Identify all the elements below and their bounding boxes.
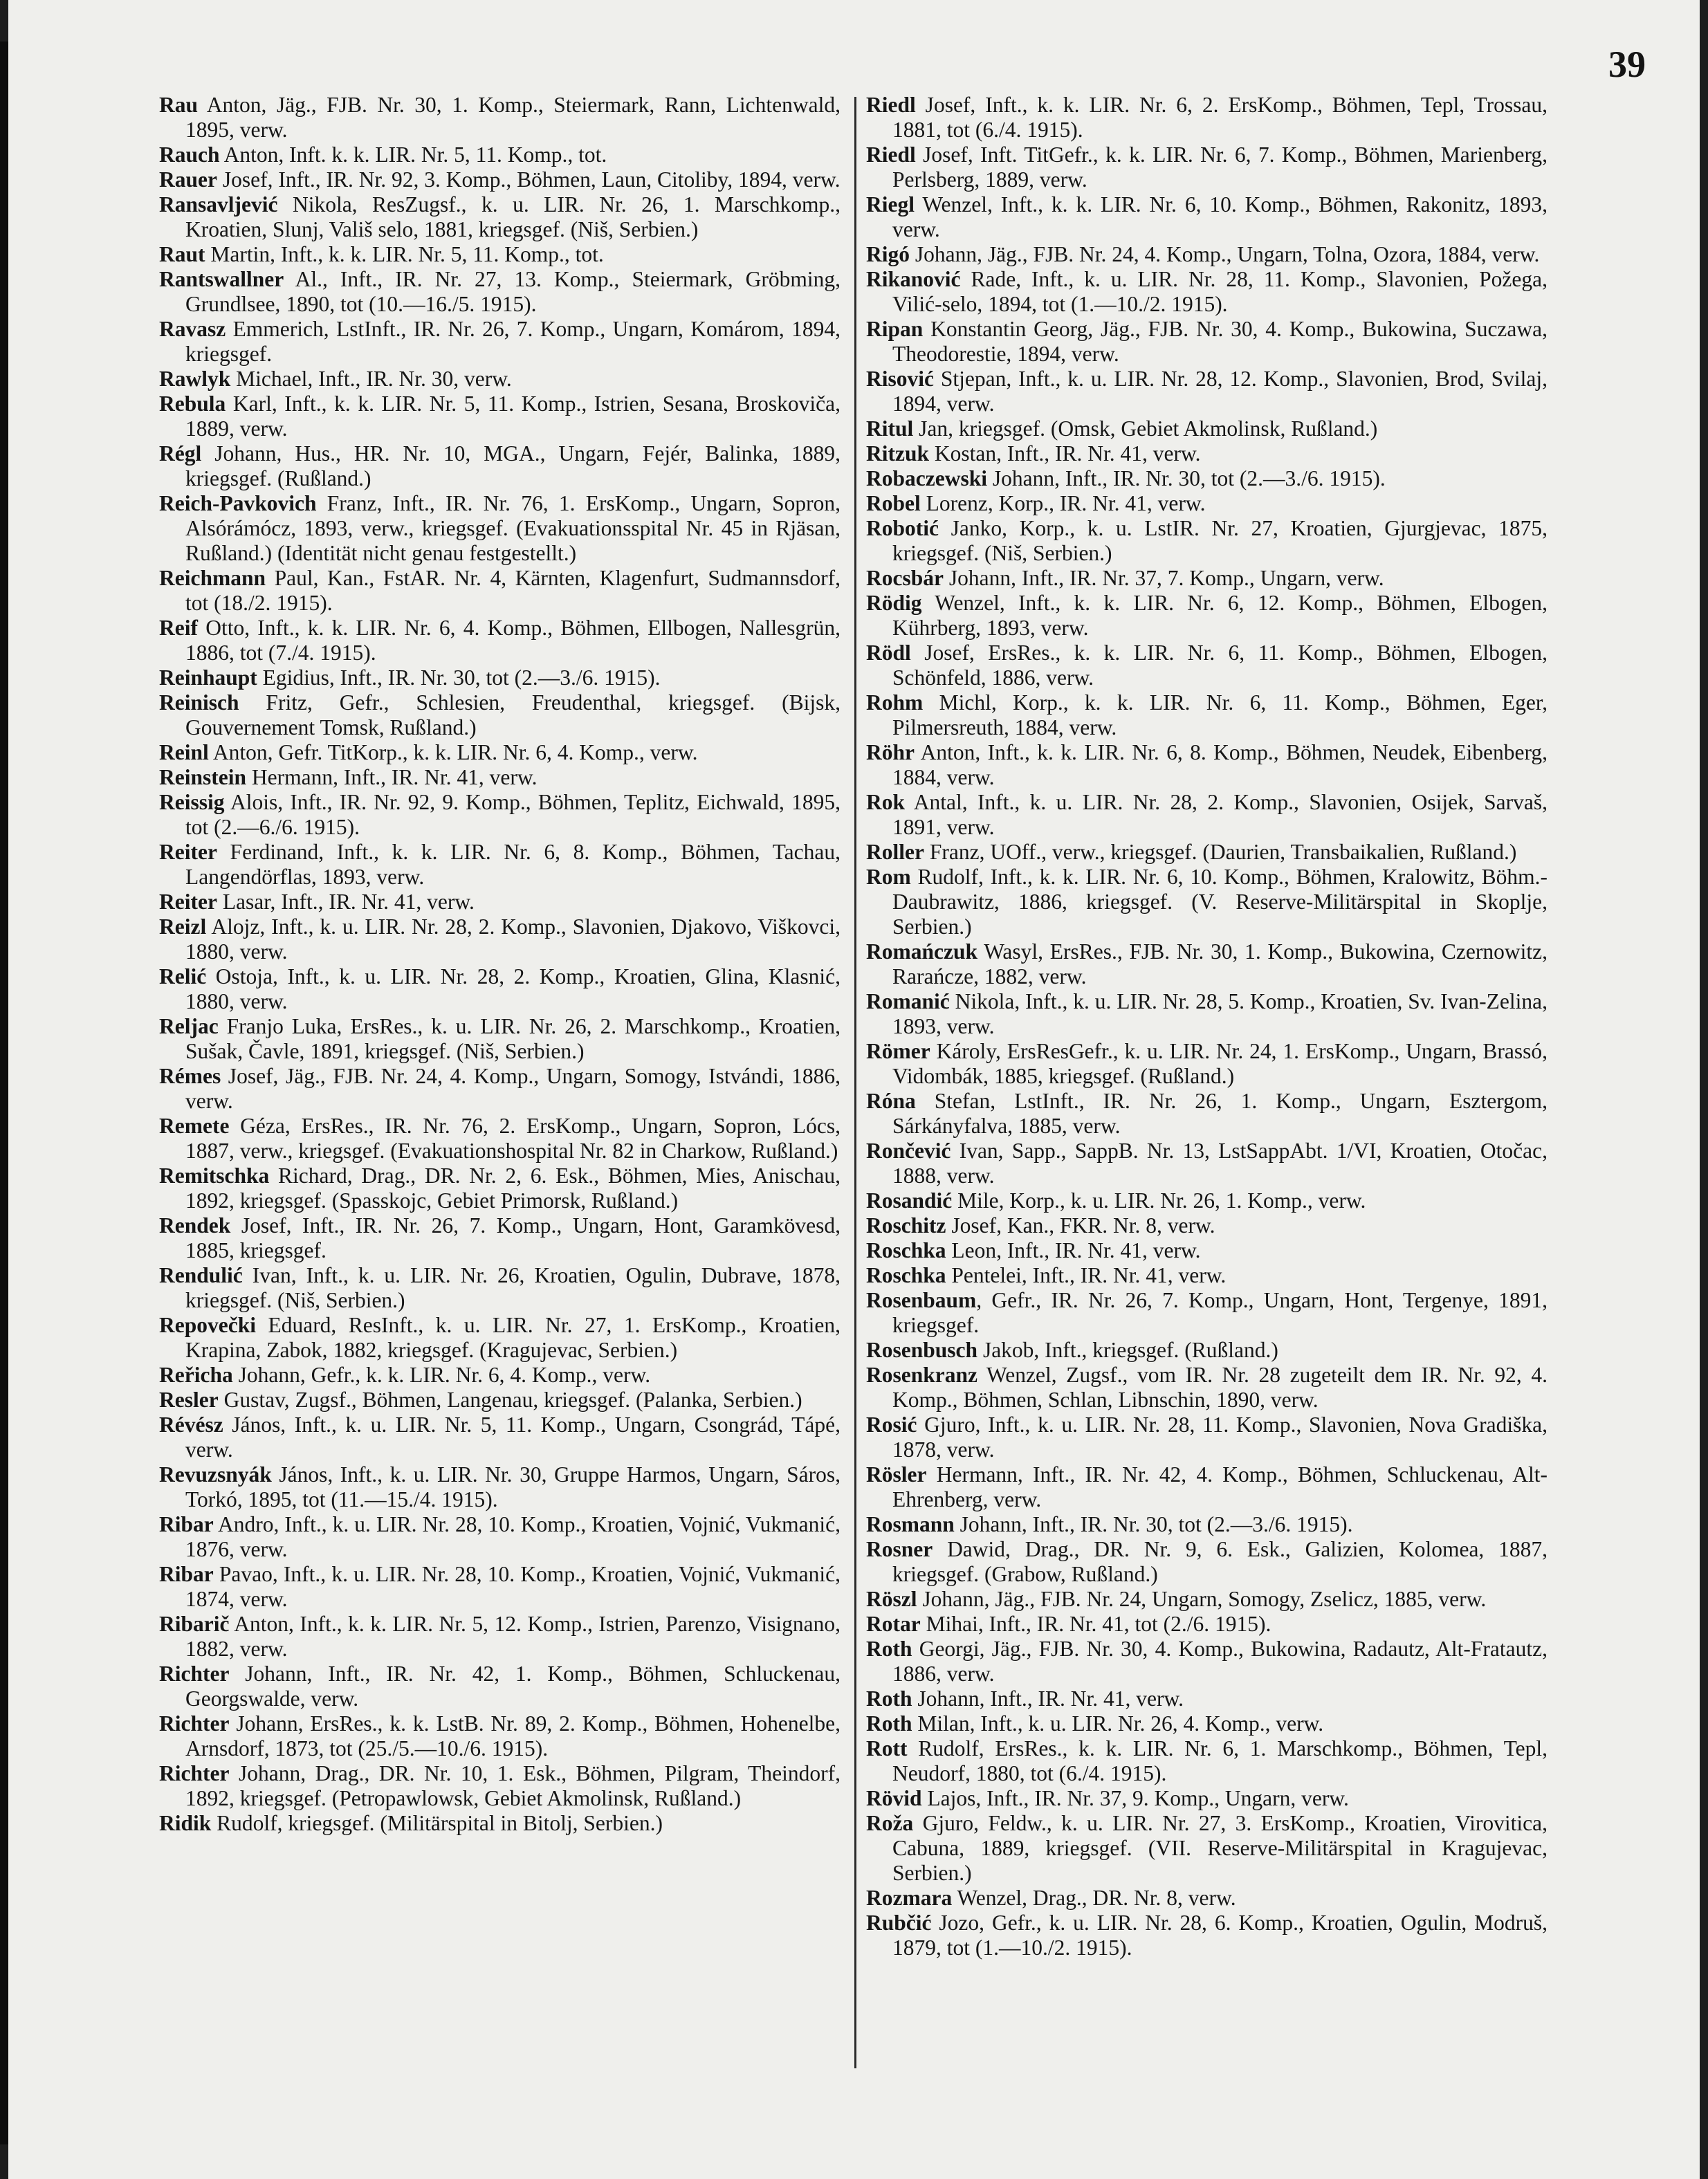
entry-surname: Rebula bbox=[159, 392, 226, 416]
list-item bbox=[866, 142, 1548, 192]
document-page bbox=[8, 0, 1700, 2179]
entry-details: Anton, Inft., k. k. LIR. Nr. 6, 8. Komp., Böhmen, Neudek, Eibenberg, 1884, verw. bbox=[892, 740, 1548, 789]
list-item bbox=[866, 192, 1548, 242]
entry-surname: Richter bbox=[159, 1761, 230, 1785]
list-item bbox=[159, 1388, 841, 1413]
entry-details: Al., Inft., IR. Nr. 27, 13. Komp., Steiermark, Gröbming, Grundlsee, 1890, tot (10.—16./5. 1915). bbox=[185, 267, 841, 316]
entry-details: Milan, Inft., k. u. LIR. Nr. 26, 4. Komp., verw. bbox=[912, 1711, 1324, 1736]
list-item bbox=[866, 1911, 1548, 1960]
entry-surname: Ritul bbox=[866, 416, 914, 441]
column-divider bbox=[854, 97, 856, 2068]
list-item bbox=[866, 1512, 1548, 1537]
entry-surname: Repovečki bbox=[159, 1313, 256, 1337]
list-item bbox=[159, 491, 841, 566]
entry-details: Josef, ErsRes., k. k. LIR. Nr. 6, 11. Komp., Böhmen, Elbogen, Schönfeld, 1886, verw. bbox=[892, 641, 1548, 690]
list-item bbox=[866, 1686, 1548, 1711]
list-item bbox=[159, 1263, 841, 1313]
list-item bbox=[159, 1064, 841, 1114]
list-item bbox=[866, 1039, 1548, 1089]
entry-details: Franjo Luka, ErsRes., k. u. LIR. Nr. 26, 2. Marschkomp., Kroatien, Sušak, Čavle, 1891, kriegsgef. (Niš, Serbien.) bbox=[185, 1014, 841, 1063]
list-item bbox=[866, 1537, 1548, 1587]
entry-surname: Ravasz bbox=[159, 317, 226, 341]
list-item bbox=[866, 367, 1548, 416]
list-item bbox=[159, 1313, 841, 1363]
list-item bbox=[866, 1886, 1548, 1911]
entry-surname: Relić bbox=[159, 964, 207, 989]
entry-details: Franz, UOff., verw., kriegsgef. (Daurien, Transbaikalien, Rußland.) bbox=[924, 840, 1517, 864]
list-item bbox=[866, 1238, 1548, 1263]
entry-surname: Reif bbox=[159, 616, 198, 640]
list-item bbox=[159, 1562, 841, 1612]
list-item bbox=[159, 1811, 841, 1836]
list-item bbox=[159, 1512, 841, 1562]
entry-details: Richard, Drag., DR. Nr. 2, 6. Esk., Böhmen, Mies, Anischau, 1892, kriegsgef. (Spasskojc, Gebiet Primorsk, Rußland.) bbox=[185, 1164, 841, 1213]
entry-details: Wasyl, ErsRes., FJB. Nr. 30, 1. Komp., Bukowina, Czernowitz, Rarańcze, 1882, verw. bbox=[892, 939, 1548, 989]
list-item bbox=[159, 242, 841, 267]
entry-details: Stefan, LstInft., IR. Nr. 26, 1. Komp., Ungarn, Esztergom, Sárkányfalva, 1885, verw. bbox=[892, 1089, 1548, 1138]
entry-details: Georgi, Jäg., FJB. Nr. 30, 4. Komp., Bukowina, Radautz, Alt-Fratautz, 1886, verw. bbox=[892, 1637, 1548, 1686]
list-item bbox=[159, 142, 841, 167]
entry-details: Janko, Korp., k. u. LstIR. Nr. 27, Kroatien, Gjurgjevac, 1875, kriegsgef. (Niš, Serbien.) bbox=[892, 516, 1548, 565]
entry-details: Konstantin Georg, Jäg., FJB. Nr. 30, 4. Komp., Bukowina, Suczawa, Theodorestie, 1894, verw. bbox=[892, 317, 1548, 366]
entry-surname: Rohm bbox=[866, 690, 924, 715]
entry-details: Johann, Inft., IR. Nr. 41, verw. bbox=[912, 1686, 1184, 1711]
list-item bbox=[159, 392, 841, 441]
entry-details: Lasar, Inft., IR. Nr. 41, verw. bbox=[217, 890, 475, 914]
list-item bbox=[159, 1164, 841, 1213]
list-item bbox=[866, 1612, 1548, 1637]
entry-surname: Rémes bbox=[159, 1064, 221, 1088]
entry-details: Josef, Jäg., FJB. Nr. 24, 4. Komp., Ungarn, Somogy, Istvándi, 1886, verw. bbox=[185, 1064, 841, 1113]
entry-details: Alois, Inft., IR. Nr. 92, 9. Komp., Böhmen, Teplitz, Eichwald, 1895, tot (2.—6./6. 1915). bbox=[185, 790, 841, 839]
entry-surname: Romańczuk bbox=[866, 939, 978, 964]
entry-surname: Rosandić bbox=[866, 1188, 953, 1213]
entry-details: Johann, Inft., IR. Nr. 42, 1. Komp., Böhmen, Schluckenau, Georgswalde, verw. bbox=[185, 1662, 841, 1711]
entry-details: Johann, Jäg., FJB. Nr. 24, Ungarn, Somogy, Zselicz, 1885, verw. bbox=[917, 1587, 1487, 1611]
entry-details: Mile, Korp., k. u. LIR. Nr. 26, 1. Komp., verw. bbox=[952, 1188, 1366, 1213]
entry-details: Hermann, Inft., IR. Nr. 41, verw. bbox=[246, 765, 538, 789]
entry-details: Josef, Inft., IR. Nr. 26, 7. Komp., Ungarn, Hont, Garamkövesd, 1885, kriegsgef. bbox=[185, 1213, 841, 1262]
list-item bbox=[866, 1462, 1548, 1512]
entry-surname: Rozmara bbox=[866, 1886, 953, 1910]
list-item bbox=[866, 93, 1548, 142]
entry-surname: Risović bbox=[866, 367, 934, 391]
entry-surname: Romanić bbox=[866, 989, 950, 1013]
list-item bbox=[159, 1462, 841, 1512]
list-item bbox=[866, 591, 1548, 641]
entry-surname: Ransavljević bbox=[159, 192, 278, 217]
list-item bbox=[866, 242, 1548, 267]
entry-details: Nikola, Inft., k. u. LIR. Nr. 28, 5. Komp., Kroatien, Sv. Ivan-Zelina, 1893, verw. bbox=[892, 989, 1548, 1038]
entry-surname: Rawlyk bbox=[159, 367, 231, 391]
entry-surname: Ridik bbox=[159, 1811, 212, 1835]
entry-details: Ivan, Inft., k. u. LIR. Nr. 26, Kroatien, Ogulin, Dubrave, 1878, kriegsgef. (Niš, Serbien.) bbox=[185, 1263, 841, 1312]
entry-details: Hermann, Inft., IR. Nr. 42, 4. Komp., Böhmen, Schluckenau, Alt-Ehrenberg, verw. bbox=[892, 1462, 1548, 1511]
list-item bbox=[159, 267, 841, 317]
list-item bbox=[866, 516, 1548, 566]
list-item bbox=[866, 790, 1548, 840]
entry-surname: Reissig bbox=[159, 790, 225, 814]
entry-details: Lorenz, Korp., IR. Nr. 41, verw. bbox=[920, 491, 1206, 515]
entry-surname: Rikanović bbox=[866, 267, 961, 291]
entry-surname: Reichmann bbox=[159, 566, 266, 590]
entry-surname: Reljac bbox=[159, 1014, 219, 1038]
entry-surname: Robaczewski bbox=[866, 466, 987, 490]
list-item bbox=[159, 1761, 841, 1811]
list-item bbox=[866, 1338, 1548, 1363]
entry-surname: Roth bbox=[866, 1686, 912, 1711]
entry-surname: Rau bbox=[159, 93, 199, 117]
page-number: 39 bbox=[1608, 44, 1646, 85]
list-item bbox=[159, 790, 841, 840]
list-item bbox=[866, 1263, 1548, 1288]
entry-surname: Reinl bbox=[159, 740, 209, 764]
entry-surname: Rotar bbox=[866, 1612, 921, 1636]
list-item bbox=[866, 1637, 1548, 1686]
entry-surname: Rosenkranz bbox=[866, 1363, 978, 1387]
list-item bbox=[866, 1811, 1548, 1886]
entry-surname: Ritzuk bbox=[866, 441, 930, 466]
entry-details: Johann, Gefr., k. k. LIR. Nr. 6, 4. Komp., verw. bbox=[232, 1363, 651, 1387]
list-item bbox=[159, 93, 841, 142]
entry-surname: Richter bbox=[159, 1711, 230, 1736]
entry-surname: Rosenbusch bbox=[866, 1338, 978, 1362]
list-item bbox=[159, 914, 841, 964]
list-item bbox=[159, 840, 841, 890]
entry-details: Wenzel, Inft., k. k. LIR. Nr. 6, 10. Komp., Böhmen, Rakonitz, 1893, verw. bbox=[892, 192, 1548, 241]
entry-surname: Reinstein bbox=[159, 765, 246, 789]
list-item bbox=[159, 1213, 841, 1263]
list-item bbox=[866, 466, 1548, 491]
entry-surname: Rosić bbox=[866, 1413, 917, 1437]
entry-surname: Roschitz bbox=[866, 1213, 946, 1238]
entry-surname: Rosner bbox=[866, 1537, 933, 1561]
entry-surname: Ripan bbox=[866, 317, 924, 341]
list-item bbox=[159, 1662, 841, 1711]
entry-surname: Rosmann bbox=[866, 1512, 955, 1536]
entry-details: Josef, Inft., IR. Nr. 92, 3. Komp., Böhmen, Laun, Citoliby, 1894, verw. bbox=[217, 167, 841, 192]
list-item bbox=[866, 865, 1548, 939]
entry-surname: Rendulić bbox=[159, 1263, 243, 1287]
entry-details: Fritz, Gefr., Schlesien, Freudenthal, kriegsgef. (Bijsk, Gouvernement Tomsk, Rußland.) bbox=[185, 690, 841, 739]
entry-surname: Rott bbox=[866, 1736, 908, 1760]
entry-details: Rudolf, Inft., k. k. LIR. Nr. 6, 10. Komp., Böhmen, Kralowitz, Böhm.-Daubrawitz, 1886, kriegsgef. (V. Reserve-Militärspital in Skoplje, Serbien.) bbox=[892, 865, 1548, 939]
entry-details: Rudolf, kriegsgef. (Militärspital in Bitolj, Serbien.) bbox=[211, 1811, 663, 1835]
entry-surname: Rok bbox=[866, 790, 906, 814]
entry-details: Leon, Inft., IR. Nr. 41, verw. bbox=[946, 1238, 1201, 1262]
entry-details: Anton, Inft., k. k. LIR. Nr. 5, 12. Komp., Istrien, Parenzo, Visignano, 1882, verw. bbox=[185, 1612, 841, 1661]
entry-details: Jakob, Inft., kriegsgef. (Rußland.) bbox=[977, 1338, 1278, 1362]
entry-details: Alojz, Inft., k. u. LIR. Nr. 28, 2. Komp., Slavonien, Djakovo, Viškovci, 1880, verw. bbox=[185, 914, 841, 964]
entry-surname: Rödig bbox=[866, 591, 922, 615]
entry-surname: Revuzsnyák bbox=[159, 1462, 272, 1487]
entry-details: Dawid, Drag., DR. Nr. 9, 6. Esk., Galizien, Kolomea, 1887, kriegsgef. (Grabow, Rußland.) bbox=[892, 1537, 1548, 1586]
entry-surname: Régl bbox=[159, 441, 202, 466]
list-item bbox=[159, 367, 841, 392]
entry-surname: Rončević bbox=[866, 1139, 951, 1163]
entry-details: Johann, Inft., IR. Nr. 30, tot (2.—3./6. 1915). bbox=[987, 466, 1386, 490]
entry-details: Jan, kriegsgef. (Omsk, Gebiet Akmolinsk, Rußland.) bbox=[913, 416, 1378, 441]
list-item bbox=[866, 491, 1548, 516]
entry-surname: Remitschka bbox=[159, 1164, 270, 1188]
entry-surname: Resler bbox=[159, 1388, 219, 1412]
entry-surname: Roschka bbox=[866, 1238, 946, 1262]
entry-details: Pentelei, Inft., IR. Nr. 41, verw. bbox=[946, 1263, 1227, 1287]
list-item bbox=[866, 1188, 1548, 1213]
entry-details: Stjepan, Inft., k. u. LIR. Nr. 28, 12. Komp., Slavonien, Brod, Svilaj, 1894, verw. bbox=[892, 367, 1548, 416]
list-item bbox=[159, 1363, 841, 1388]
list-item bbox=[866, 1587, 1548, 1612]
entry-surname: Raut bbox=[159, 242, 205, 266]
entry-details: Pavao, Inft., k. u. LIR. Nr. 28, 10. Komp., Kroatien, Vojnić, Vukmanić, 1874, verw. bbox=[185, 1562, 841, 1611]
list-item bbox=[866, 690, 1548, 740]
entry-details: Josef, Inft. TitGefr., k. k. LIR. Nr. 6, 7. Komp., Böhmen, Marienberg, Perlsberg, 1889, verw. bbox=[892, 142, 1548, 192]
list-item bbox=[866, 566, 1548, 591]
list-item bbox=[866, 1711, 1548, 1736]
list-item bbox=[866, 317, 1548, 367]
entry-details: Wenzel, Drag., DR. Nr. 8, verw. bbox=[952, 1886, 1236, 1910]
right-column bbox=[866, 93, 1548, 1960]
entry-details: Wenzel, Zugsf., vom IR. Nr. 28 zugeteilt dem IR. Nr. 92, 4. Komp., Böhmen, Schlan, Libnschin, 1890, verw. bbox=[892, 1363, 1548, 1412]
list-item bbox=[866, 416, 1548, 441]
entry-details: Gustav, Zugsf., Böhmen, Langenau, kriegsgef. (Palanka, Serbien.) bbox=[218, 1388, 802, 1412]
list-item bbox=[866, 1736, 1548, 1786]
list-item bbox=[866, 1139, 1548, 1188]
list-item bbox=[159, 192, 841, 242]
entry-details: Franz, Inft., IR. Nr. 76, 1. ErsKomp., Ungarn, Sopron, Alsórámócz, 1893, verw., kriegsgef. (Evakuationsspital Nr. 45 in Rjäsan, Rußland.) (Identität nicht genau festgestellt.) bbox=[185, 491, 841, 565]
entry-details: Andro, Inft., k. u. LIR. Nr. 28, 10. Komp., Kroatien, Vojnić, Vukmanić, 1876, verw. bbox=[185, 1512, 841, 1561]
entry-details: Otto, Inft., k. k. LIR. Nr. 6, 4. Komp., Böhmen, Ellbogen, Nallesgrün, 1886, tot (7./4. 1915). bbox=[185, 616, 841, 665]
entry-surname: Riegl bbox=[866, 192, 915, 217]
list-item bbox=[159, 167, 841, 192]
entry-details: Antal, Inft., k. u. LIR. Nr. 28, 2. Komp., Slavonien, Osijek, Sarvaš, 1891, verw. bbox=[892, 790, 1548, 839]
entry-surname: Reizl bbox=[159, 914, 207, 939]
list-item bbox=[159, 765, 841, 790]
entry-details: Ferdinand, Inft., k. k. LIR. Nr. 6, 8. Komp., Böhmen, Tachau, Langendörflas, 1893, verw. bbox=[185, 840, 841, 889]
entry-surname: Rosenbaum bbox=[866, 1288, 977, 1312]
entry-surname: Ribar bbox=[159, 1512, 214, 1536]
list-item bbox=[866, 441, 1548, 466]
entry-surname: Reiter bbox=[159, 840, 217, 864]
list-item bbox=[159, 690, 841, 740]
entry-details: Josef, Kan., FKR. Nr. 8, verw. bbox=[946, 1213, 1215, 1238]
entry-details: Géza, ErsRes., IR. Nr. 76, 2. ErsKomp., Ungarn, Sopron, Lócs, 1887, verw., kriegsgef. (Evakuationshospital Nr. 82 in Charkow, Rußland.) bbox=[185, 1114, 841, 1163]
list-item bbox=[159, 1711, 841, 1761]
list-item bbox=[159, 665, 841, 690]
entry-surname: Reřicha bbox=[159, 1363, 233, 1387]
entry-details: Anton, Jäg., FJB. Nr. 30, 1. Komp., Steiermark, Rann, Lichtenwald, 1895, verw. bbox=[185, 93, 841, 142]
list-item bbox=[159, 317, 841, 367]
entry-details: Emmerich, LstInft., IR. Nr. 26, 7. Komp., Ungarn, Komárom, 1894, kriegsgef. bbox=[185, 317, 841, 366]
entry-details: Karl, Inft., k. k. LIR. Nr. 5, 11. Komp., Istrien, Sesana, Broskoviča, 1889, verw. bbox=[185, 392, 841, 441]
entry-details: Ivan, Sapp., SappB. Nr. 13, LstSappAbt. 1/VI, Kroatien, Otočac, 1888, verw. bbox=[892, 1139, 1548, 1188]
entry-surname: Rocsbár bbox=[866, 566, 944, 590]
list-item bbox=[866, 1363, 1548, 1413]
entry-surname: Rauch bbox=[159, 142, 220, 167]
list-item bbox=[866, 840, 1548, 865]
entry-surname: Ribarič bbox=[159, 1612, 230, 1636]
list-item bbox=[866, 1786, 1548, 1811]
list-item bbox=[866, 939, 1548, 989]
entry-surname: Ribar bbox=[159, 1562, 214, 1586]
list-item bbox=[866, 1089, 1548, 1139]
entry-details: Egidius, Inft., IR. Nr. 30, tot (2.—3./6. 1915). bbox=[257, 665, 661, 690]
entry-surname: Röhr bbox=[866, 740, 915, 764]
entry-surname: Roža bbox=[866, 1811, 914, 1835]
entry-surname: Rösler bbox=[866, 1462, 927, 1487]
entry-details: Michl, Korp., k. k. LIR. Nr. 6, 11. Komp., Böhmen, Eger, Pilmersreuth, 1884, verw. bbox=[892, 690, 1548, 739]
list-item bbox=[866, 740, 1548, 790]
list-item bbox=[866, 1413, 1548, 1462]
list-item bbox=[159, 964, 841, 1014]
entry-surname: Roth bbox=[866, 1711, 912, 1736]
entry-details: Michael, Inft., IR. Nr. 30, verw. bbox=[230, 367, 512, 391]
entry-surname: Rauer bbox=[159, 167, 217, 192]
list-item bbox=[159, 441, 841, 491]
entry-surname: Rendek bbox=[159, 1213, 231, 1238]
list-item bbox=[159, 616, 841, 665]
list-item bbox=[159, 566, 841, 616]
entry-surname: Robotić bbox=[866, 516, 939, 540]
entry-surname: Rom bbox=[866, 865, 911, 889]
entry-surname: Reinhaupt bbox=[159, 665, 257, 690]
entry-details: Johann, ErsRes., k. k. LstB. Nr. 89, 2. Komp., Böhmen, Hohenelbe, Arnsdorf, 1873, tot (25./5.—10./6. 1915). bbox=[185, 1711, 841, 1760]
list-item bbox=[159, 1014, 841, 1064]
list-item bbox=[866, 267, 1548, 317]
entry-surname: Rövid bbox=[866, 1786, 922, 1810]
list-item bbox=[866, 1288, 1548, 1338]
entry-surname: Róna bbox=[866, 1089, 916, 1113]
entry-details: Johann, Inft., IR. Nr. 30, tot (2.—3./6. 1915). bbox=[954, 1512, 1353, 1536]
entry-details: Nikola, ResZugsf., k. u. LIR. Nr. 26, 1. Marschkomp., Kroatien, Slunj, Vališ selo, 1881, kriegsgef. (Niš, Serbien.) bbox=[185, 192, 841, 241]
entry-surname: Reich-Pavkovich bbox=[159, 491, 317, 515]
entry-details: Gjuro, Inft., k. u. LIR. Nr. 28, 11. Komp., Slavonien, Nova Gradiška, 1878, verw. bbox=[892, 1413, 1548, 1462]
entry-details: , Gefr., IR. Nr. 26, 7. Komp., Ungarn, Hont, Tergenye, 1891, kriegsgef. bbox=[892, 1288, 1548, 1337]
entry-details: Martin, Inft., k. k. LIR. Nr. 5, 11. Komp., tot. bbox=[205, 242, 604, 266]
left-column bbox=[159, 93, 841, 1836]
entry-surname: Riedl bbox=[866, 142, 916, 167]
entry-details: Rade, Inft., k. u. LIR. Nr. 28, 11. Komp., Slavonien, Požega, Vilić-selo, 1894, tot (1.—10./2. 1915). bbox=[892, 267, 1548, 316]
entry-details: Jozo, Gefr., k. u. LIR. Nr. 28, 6. Komp., Kroatien, Ogulin, Modruš, 1879, tot (1.—10./2. 1915). bbox=[892, 1911, 1548, 1960]
list-item bbox=[159, 740, 841, 765]
entry-surname: Riedl bbox=[866, 93, 916, 117]
entry-details: Ostoja, Inft., k. u. LIR. Nr. 28, 2. Komp., Kroatien, Glina, Klasnić, 1880, verw. bbox=[185, 964, 841, 1013]
entry-details: Anton, Inft. k. k. LIR. Nr. 5, 11. Komp., tot. bbox=[219, 142, 607, 167]
entry-surname: Reinisch bbox=[159, 690, 239, 715]
entry-surname: Rigó bbox=[866, 242, 910, 266]
entry-surname: Roller bbox=[866, 840, 924, 864]
entry-surname: Rödl bbox=[866, 641, 911, 665]
entry-details: Johann, Hus., HR. Nr. 10, MGA., Ungarn, Fejér, Balinka, 1889, kriegsgef. (Rußland.) bbox=[185, 441, 841, 490]
entry-details: Johann, Inft., IR. Nr. 37, 7. Komp., Ungarn, verw. bbox=[944, 566, 1384, 590]
entry-details: Johann, Drag., DR. Nr. 10, 1. Esk., Böhmen, Pilgram, Theindorf, 1892, kriegsgef. (Petropawlowsk, Gebiet Akmolinsk, Rußland.) bbox=[185, 1761, 841, 1810]
list-item bbox=[159, 1612, 841, 1662]
entry-surname: Remete bbox=[159, 1114, 230, 1138]
entry-details: Johann, Jäg., FJB. Nr. 24, 4. Komp., Ungarn, Tolna, Ozora, 1884, verw. bbox=[910, 242, 1540, 266]
entry-surname: Rantswallner bbox=[159, 267, 284, 291]
entry-surname: Röszl bbox=[866, 1587, 917, 1611]
entry-details: Eduard, ResInft., k. u. LIR. Nr. 27, 1. ErsKomp., Kroatien, Krapina, Zabok, 1882, kriegsgef. (Kragujevac, Serbien.) bbox=[185, 1313, 841, 1362]
entry-details: Josef, Inft., k. k. LIR. Nr. 6, 2. ErsKomp., Böhmen, Tepl, Trossau, 1881, tot (6./4. 1915). bbox=[892, 93, 1548, 142]
entry-surname: Roth bbox=[866, 1637, 912, 1661]
list-item bbox=[866, 641, 1548, 690]
entry-details: Kostan, Inft., IR. Nr. 41, verw. bbox=[929, 441, 1201, 466]
list-item bbox=[866, 1213, 1548, 1238]
entry-surname: Richter bbox=[159, 1662, 230, 1686]
list-item bbox=[866, 989, 1548, 1039]
entry-details: Paul, Kan., FstAR. Nr. 4, Kärnten, Klagenfurt, Sudmannsdorf, tot (18./2. 1915). bbox=[185, 566, 841, 615]
entry-details: Wenzel, Inft., k. k. LIR. Nr. 6, 12. Komp., Böhmen, Elbogen, Kührberg, 1893, verw. bbox=[892, 591, 1548, 640]
list-item bbox=[159, 890, 841, 914]
entry-details: János, Inft., k. u. LIR. Nr. 30, Gruppe Harmos, Ungarn, Sáros, Torkó, 1895, tot (11.—15./4. 1915). bbox=[185, 1462, 841, 1511]
entry-details: Gjuro, Feldw., k. u. LIR. Nr. 27, 3. ErsKomp., Kroatien, Virovitica, Cabuna, 1889, kriegsgef. (VII. Reserve-Militärspital in Kragujevac, Serbien.) bbox=[892, 1811, 1548, 1885]
entry-surname: Römer bbox=[866, 1039, 930, 1063]
entry-details: Mihai, Inft., IR. Nr. 41, tot (2./6. 1915). bbox=[920, 1612, 1271, 1636]
entry-surname: Rubčić bbox=[866, 1911, 932, 1935]
list-item bbox=[159, 1413, 841, 1462]
entry-surname: Révész bbox=[159, 1413, 223, 1437]
entry-details: Lajos, Inft., IR. Nr. 37, 9. Komp., Ungarn, verw. bbox=[921, 1786, 1349, 1810]
entry-details: Rudolf, ErsRes., k. k. LIR. Nr. 6, 1. Marschkomp., Böhmen, Tepl, Neudorf, 1880, tot (6./4. 1915). bbox=[892, 1736, 1548, 1785]
entry-details: János, Inft., k. u. LIR. Nr. 5, 11. Komp., Ungarn, Csongrád, Tápé, verw. bbox=[185, 1413, 841, 1462]
entry-surname: Robel bbox=[866, 491, 921, 515]
list-item bbox=[159, 1114, 841, 1164]
entry-surname: Reiter bbox=[159, 890, 217, 914]
entry-surname: Roschka bbox=[866, 1263, 946, 1287]
entry-details: Anton, Gefr. TitKorp., k. k. LIR. Nr. 6, 4. Komp., verw. bbox=[208, 740, 698, 764]
entry-details: Károly, ErsResGefr., k. u. LIR. Nr. 24, 1. ErsKomp., Ungarn, Brassó, Vidombák, 1885, kriegsgef. (Rußland.) bbox=[892, 1039, 1548, 1088]
